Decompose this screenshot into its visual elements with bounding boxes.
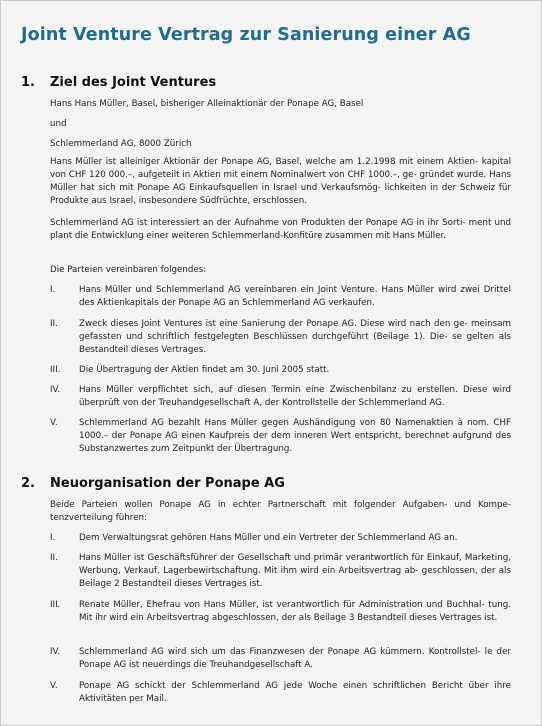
list-item-text: Hans Müller und Schlemmerland AG vereinbaren ein Joint Venture. Hans Müller wird zwei Drittel des Aktienkapitals der Ponape AG an Schlemmerland AG verkaufen. (79, 285, 511, 309)
conjunction-paragraph: und (50, 119, 67, 129)
list-item-number: I. (50, 533, 56, 543)
party-2-paragraph: Schlemmerland AG, 8000 Zürich (50, 139, 192, 149)
list-item-number: IV. (50, 647, 61, 657)
list-item-text: Hans Müller verpflichtet sich, auf diesen Termin eine Zwischenbilanz zu erstellen. Diese wird überprüft von der Treuhandgesellschaft A, der Kontrollstelle der Schlemmerland AG. (79, 385, 511, 409)
section-2-title: Neuorganisation der Ponape AG (50, 476, 285, 491)
list-item-text: Ponape AG schickt der Schlemmerland AG jede Woche einen schriftlichen Bericht über ihre Aktivitäten per Mail. (79, 681, 511, 705)
list-item-number: I. (50, 285, 56, 295)
list-item-number: V. (50, 418, 58, 428)
section-2-intro-paragraph: Beide Parteien wollen Ponape AG in echter Partnerschaft mit folgender Aufgaben- und Kompe- tenzverteilung führen: (50, 500, 511, 524)
list-item-number: II. (50, 553, 58, 563)
list-item-text: Die Übertragung der Aktien findet am 30. Juni 2005 statt. (79, 365, 330, 375)
document-title: Joint Venture Vertrag zur Sanierung einer AG (21, 25, 471, 45)
list-item-number: V. (50, 681, 58, 691)
section-1-number: 1. (21, 75, 35, 90)
list-item-text: Dem Verwaltungsrat gehören Hans Müller und ein Vertreter der Schlemmerland AG an. (79, 533, 458, 543)
list-item-number: III. (50, 600, 61, 610)
interest-paragraph: Schlemmerland AG ist interessiert an der Aufnahme von Produkten der Ponape AG in ihr Sorti- ment und plant die Entwicklung einer weiteren Schlemmerland-Konfitüre zusammen mit Hans Müller. (50, 218, 511, 242)
list-item-number: IV. (50, 385, 61, 395)
section-2-number: 2. (21, 476, 35, 491)
background-paragraph: Hans Müller ist alleiniger Aktionär der Ponape AG, Basel, welche am 1.2.1998 mit einem Aktien- kapital von CHF 120 000.–, aufgeteilt in Aktien mit einem Nominalwert von CHF 1000.–, ge- gründet wurde. Hans Müller hat sich mit Ponape AG Einkaufsquellen in Israel und Verkaufsmög- lichkeiten in der Schweiz für Produkte aus Israel, insbesondere Südfrüchte, erschlossen. (50, 157, 511, 207)
list-item-number: III. (50, 365, 61, 375)
list-item-text: Hans Müller ist Geschäftsführer der Gesellschaft und primär verantwortlich für Einkauf, Marketing, Werbung, Verkauf, Lagerbewirtschaftung. Mit ihm wird ein Arbeitsvertrag ab- geschlossen, der als Beilage 2 Bestandteil dieses Vertrages ist. (79, 553, 511, 590)
list-item-number: II. (50, 319, 58, 329)
list-item-text: Zweck dieses Joint Ventures ist eine Sanierung der Ponape AG. Diese wird nach den ge- meinsam gefassten und schriftlich festgelegten Beschlüssen durchgeführt (Beilage 1). Die- se gelten als Bestandteil dieses Vertrages. (79, 319, 511, 356)
agreement-intro-paragraph: Die Parteien vereinbaren folgendes: (50, 265, 207, 275)
party-1-paragraph: Hans Hans Müller, Basel, bisheriger Alleinaktionär der Ponape AG, Basel (50, 99, 364, 109)
list-item-text: Schlemmerland AG wird sich um das Finanzwesen der Ponape AG kümmern. Kontrollstel- le der Ponape AG ist neuerdings die Treuhandgesellschaft A. (79, 647, 511, 671)
section-1-title: Ziel des Joint Ventures (50, 75, 217, 90)
list-item-text: Renate Müller, Ehefrau von Hans Müller, ist verantwortlich für Administration und Buchhal- tung. Mit ihr wird ein Arbeitsvertrag abgeschlossen, der als Beilage 3 Bestandteil dieses Vertrages ist. (79, 600, 511, 624)
list-item-text: Schlemmerland AG bezahlt Hans Müller gegen Aushändigung von 80 Namenaktien à nom. CHF 1000.– der Ponape AG einen Kaufpreis der dem inneren Wert entspricht, berechnet aufgrund des Substanzwertes zum Zeitpunkt der Übertragung. (79, 418, 511, 455)
